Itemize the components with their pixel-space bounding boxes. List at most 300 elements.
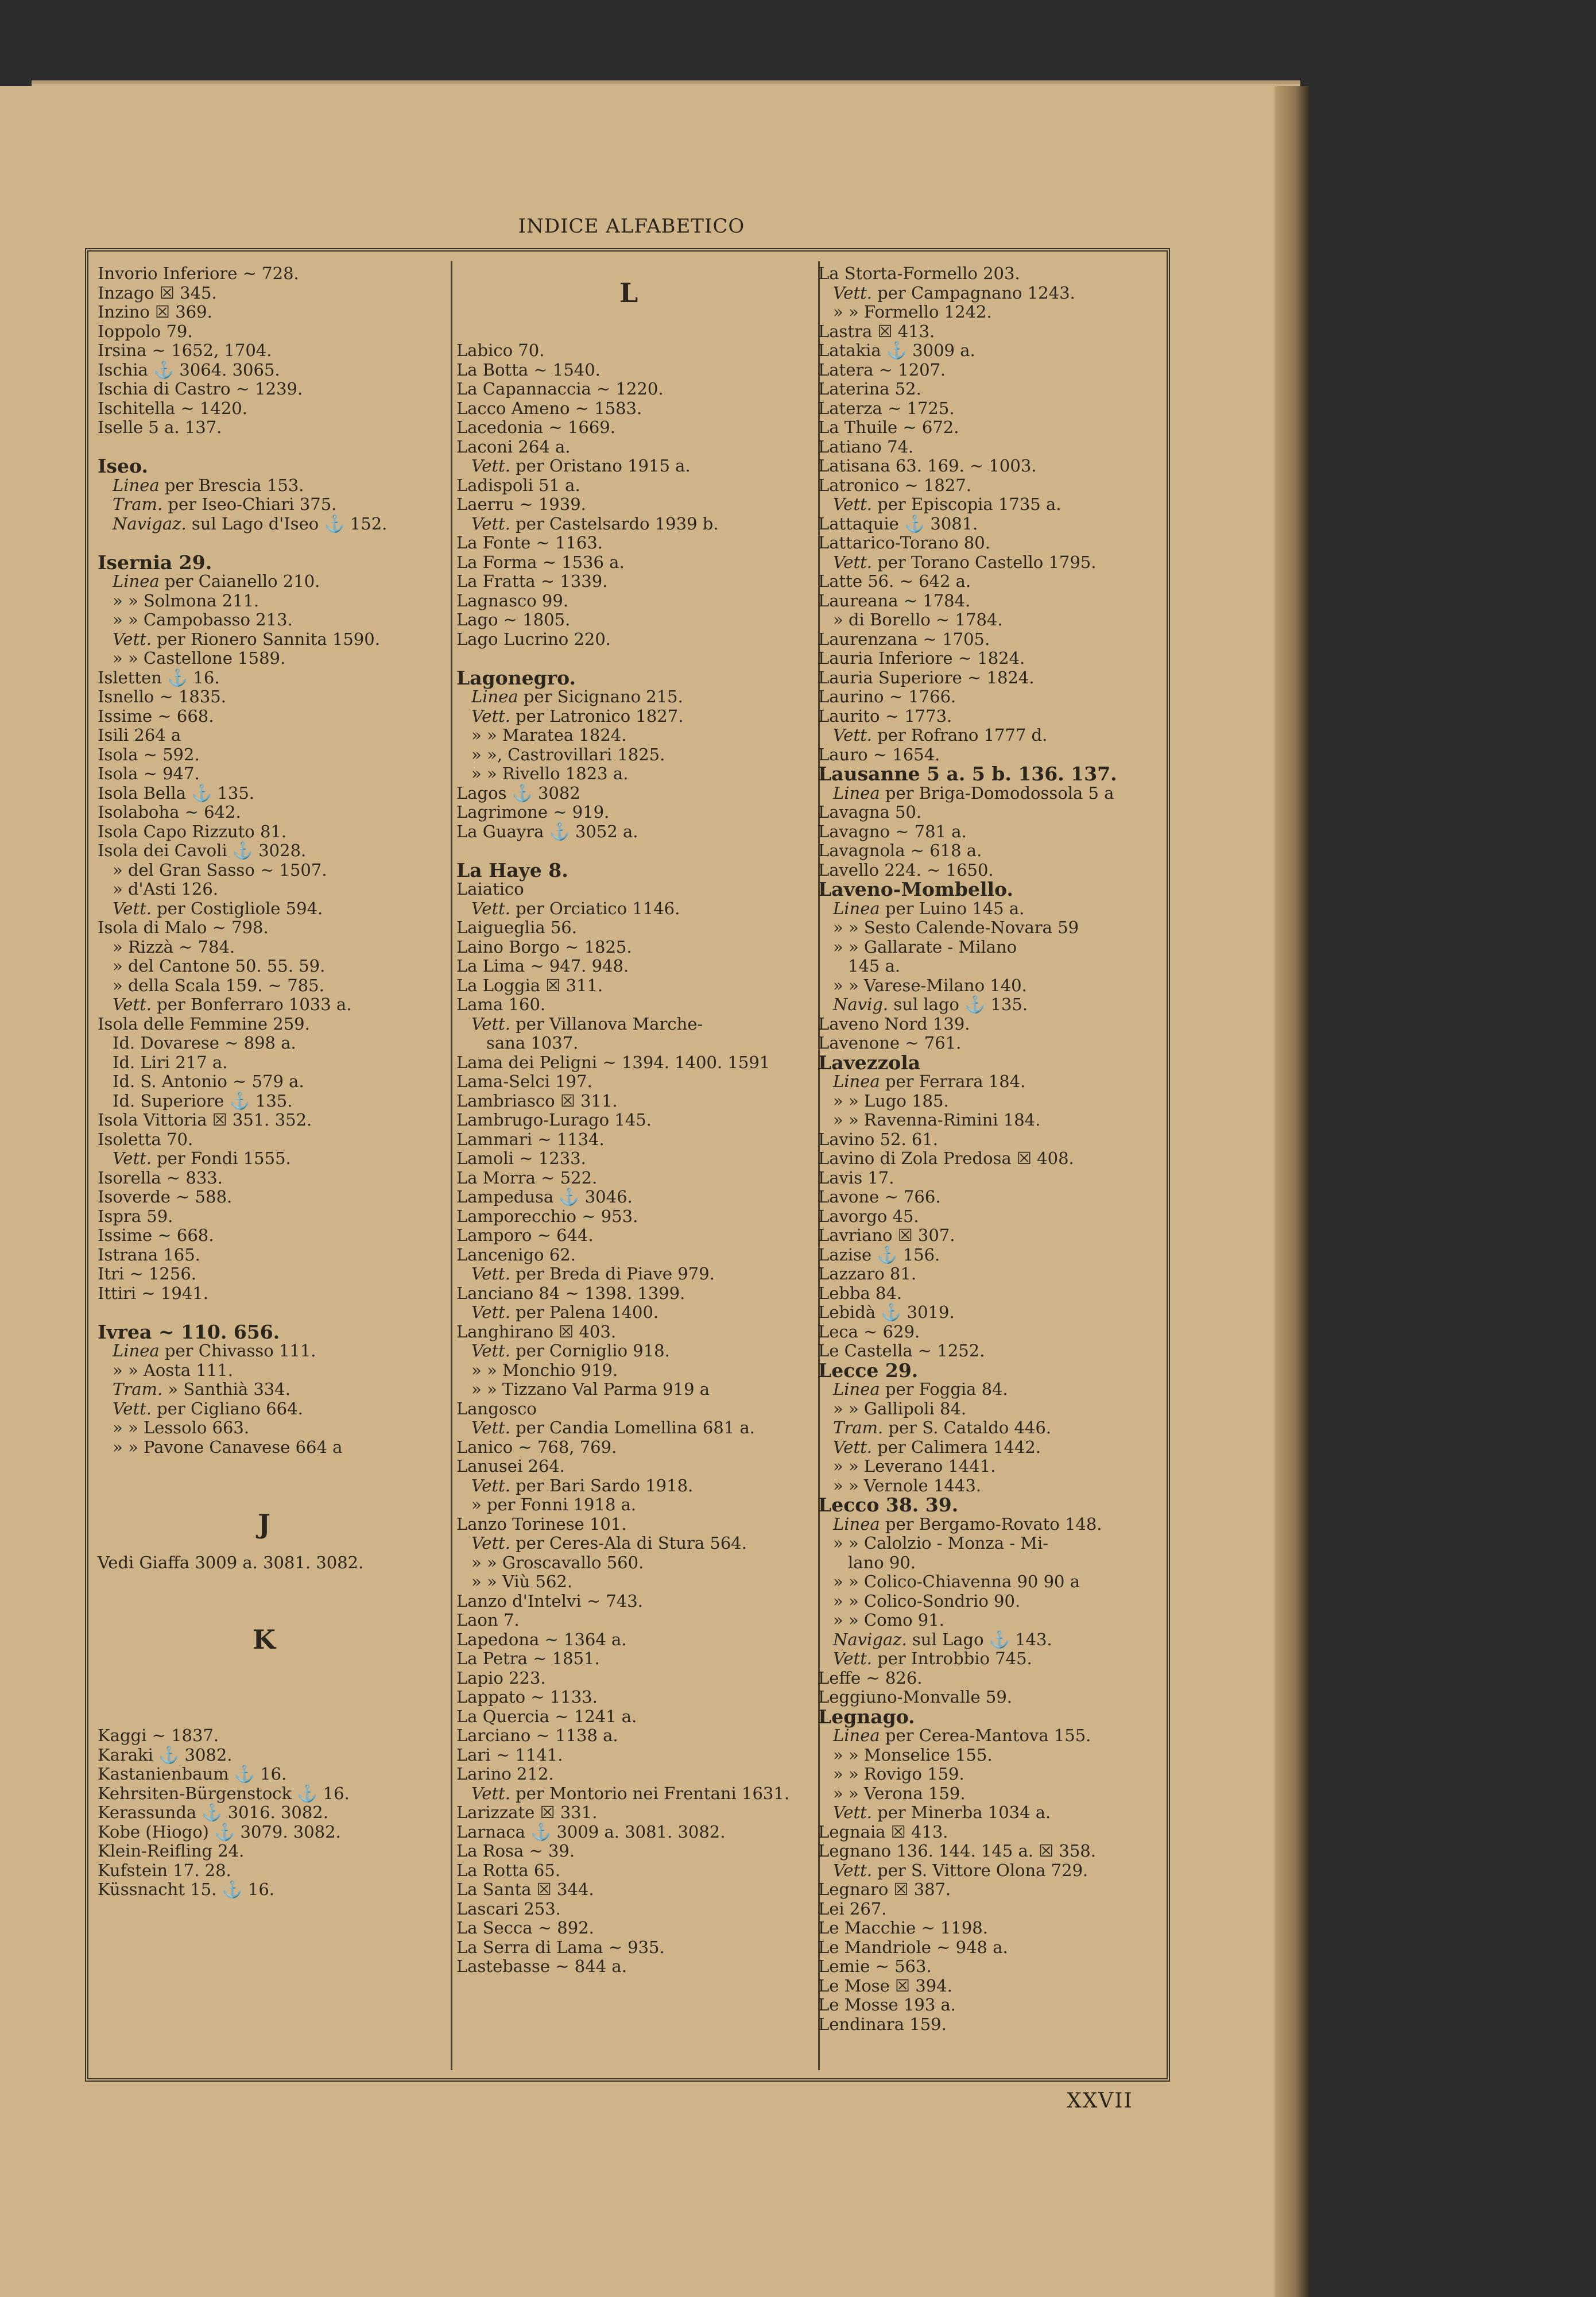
column-divider-1 — [451, 261, 452, 2070]
entry-heading: Lausanne 5 a. 5 b. 136. 137. — [818, 763, 1117, 785]
index-entry: Lazzaro 81. — [818, 1264, 917, 1283]
index-entry: Leca ~ 629. — [818, 1321, 920, 1341]
entry-subline: Linea per Ferrara 184. — [833, 1072, 1026, 1091]
entry-service-label: Linea — [113, 475, 160, 495]
entry-subline: Linea per Bergamo-Rovato 148. — [833, 1514, 1102, 1534]
entry-service-label: Vett. — [471, 1264, 510, 1283]
index-entry: Lavagna 50. — [818, 802, 922, 822]
index-entry: Lambrugo-Lurago 145. — [456, 1110, 652, 1130]
index-entry: Itri ~ 1256. — [98, 1264, 197, 1283]
page-stack-edge — [1275, 86, 1309, 2297]
entry-subline: » » Leverano 1441. — [833, 1456, 996, 1476]
index-entry: Larnaca ⚓ 3009 a. 3081. 3082. — [456, 1822, 726, 1842]
entry-service-label: Linea — [833, 783, 880, 803]
index-entry: Le Mose ☒ 394. — [818, 1975, 952, 1996]
index-entry: Isola dei Cavoli ⚓ 3028. — [98, 841, 307, 860]
index-entry: Ioppolo 79. — [98, 321, 193, 341]
entry-subline: » per Fonni 1918 a. — [471, 1495, 637, 1514]
entry-subline: » della Scala 159. ~ 785. — [113, 975, 324, 995]
index-entry: Lampedusa ⚓ 3046. — [456, 1187, 633, 1206]
entry-subline: Linea per Caianello 210. — [113, 571, 320, 591]
index-entry: La Morra ~ 522. — [456, 1167, 598, 1188]
index-entry: Isolaboha ~ 642. — [98, 802, 241, 822]
entry-subline: Vett. per Breda di Piave 979. — [471, 1264, 715, 1283]
index-entry: Lari ~ 1141. — [456, 1745, 563, 1765]
entry-subline: Vett. per Costigliole 594. — [113, 898, 323, 918]
index-entry: La Quercia ~ 1241 a. — [456, 1706, 637, 1726]
index-entry: Istrana 165. — [98, 1244, 200, 1264]
entry-subline: Vett. per Minerba 1034 a. — [833, 1803, 1051, 1822]
entry-subline: Linea per Sicignano 215. — [471, 687, 683, 706]
index-entry: Iselle 5 a. 137. — [98, 417, 222, 437]
section-letter: L — [619, 277, 638, 308]
index-entry: La Petra ~ 1851. — [456, 1649, 600, 1668]
index-entry: Lavagno ~ 781 a. — [818, 821, 967, 841]
index-entry: Le Mosse 193 a. — [818, 1995, 956, 2014]
spacer — [98, 1303, 431, 1322]
spacer — [456, 841, 801, 861]
entry-subline: Navigaz. sul Lago ⚓ 143. — [833, 1629, 1052, 1649]
index-entry: Laerru ~ 1939. — [456, 494, 586, 514]
entry-subline: » » Aosta 111. — [113, 1360, 233, 1380]
entry-subline: Navigaz. sul Lago d'Iseo ⚓ 152. — [113, 513, 388, 533]
index-entry: Lanzo d'Intelvi ~ 743. — [456, 1591, 643, 1611]
entry-subline: Vett. per Ceres-Ala di Stura 564. — [471, 1533, 747, 1553]
index-entry: Latiano 74. — [818, 436, 914, 457]
entry-heading: Legnago. — [818, 1705, 915, 1728]
index-entry: Laurito ~ 1773. — [818, 706, 952, 726]
index-entry: Laterza ~ 1725. — [818, 398, 955, 418]
index-entry: Isnello ~ 1835. — [98, 687, 226, 706]
index-entry: Kaggi ~ 1837. — [98, 1726, 219, 1745]
index-entry: La Forma ~ 1536 a. — [456, 552, 625, 572]
index-entry: Isoletta 70. — [98, 1129, 193, 1149]
entry-subline: Vett. per Bonferraro 1033 a. — [113, 995, 352, 1014]
entry-subline: » » Monchio 919. — [471, 1360, 618, 1380]
entry-service-label: Linea — [833, 1726, 880, 1745]
entry-service-label: Vett. — [833, 552, 872, 572]
index-entry: Lavino di Zola Predosa ☒ 408. — [818, 1148, 1074, 1168]
entry-service-label: Vett. — [471, 1783, 510, 1803]
index-entry: Lazise ⚓ 156. — [818, 1244, 940, 1264]
index-entry: Latte 56. ~ 642 a. — [818, 571, 971, 591]
index-entry: Lebba 84. — [818, 1283, 902, 1303]
index-entry: Langhirano ☒ 403. — [456, 1321, 617, 1341]
index-entry: Lago ~ 1805. — [456, 610, 571, 629]
entry-subline: Vett. per Candia Lomellina 681 a. — [471, 1418, 755, 1437]
entry-service-label: Vett. — [833, 1649, 872, 1668]
entry-heading: Isernia 29. — [98, 551, 212, 574]
entry-subline: » di Borello ~ 1784. — [833, 610, 1003, 629]
entry-subline: Vett. per S. Vittore Olona 729. — [833, 1860, 1088, 1880]
index-entry: Lascari 253. — [456, 1898, 561, 1919]
entry-service-label: Tram. — [113, 494, 163, 514]
index-entry: Vedi Giaffa 3009 a. 3081. 3082. — [98, 1552, 364, 1572]
index-entry: Leggiuno-Monvalle 59. — [818, 1687, 1012, 1707]
entry-subline: » » Gallipoli 84. — [833, 1398, 967, 1418]
index-entry: Lamporo ~ 644. — [456, 1225, 594, 1245]
entry-subline: 145 a. — [848, 956, 901, 976]
index-entry: Issime ~ 668. — [98, 706, 214, 726]
entry-subline: Vett. per Oristano 1915 a. — [471, 456, 691, 475]
entry-service-label: Navigaz. — [113, 513, 187, 533]
index-entry: Lavriano ☒ 307. — [818, 1225, 955, 1245]
index-entry: Ischia di Castro ~ 1239. — [98, 379, 303, 399]
index-entry: Issime ~ 668. — [98, 1225, 214, 1245]
index-entry: La Rotta 65. — [456, 1860, 560, 1880]
entry-subline: » » Maratea 1824. — [471, 725, 627, 745]
index-entry: Lastebasse ~ 844 a. — [456, 1956, 627, 1976]
entry-subline: Vett. per Cigliano 664. — [113, 1398, 303, 1418]
index-entry: Lama-Selci 197. — [456, 1072, 592, 1091]
entry-subline: » » Castellone 1589. — [113, 648, 286, 668]
index-entry: La Capannaccia ~ 1220. — [456, 379, 664, 399]
entry-subline: » » Varese-Milano 140. — [833, 975, 1027, 995]
entry-service-label: Vett. — [471, 1418, 510, 1437]
entry-subline: Vett. per Castelsardo 1939 b. — [471, 513, 719, 533]
index-entry: Lavagnola ~ 618 a. — [818, 841, 982, 860]
index-entry: La Lima ~ 947. 948. — [456, 956, 629, 976]
index-entry: Lattarico-Torano 80. — [818, 533, 990, 552]
index-entry: Legnaia ☒ 413. — [818, 1822, 948, 1842]
entry-heading: Lavezzola — [818, 1051, 921, 1074]
index-entry: Ischia ⚓ 3064. 3065. — [98, 359, 280, 380]
entry-subline: » » Pavone Canavese 664 a — [113, 1437, 343, 1457]
index-entry: Lattaquie ⚓ 3081. — [818, 513, 978, 533]
section-letter: J — [258, 1508, 270, 1540]
index-entry: Legnano 136. 144. 145 a. ☒ 358. — [818, 1841, 1096, 1861]
entry-subline: » » Colico-Chiavenna 90 90 a — [833, 1572, 1080, 1591]
index-entry: La Rosa ~ 39. — [456, 1841, 575, 1861]
index-entry: Ischitella ~ 1420. — [98, 398, 247, 418]
index-entry: Lamporecchio ~ 953. — [456, 1206, 638, 1226]
index-entry: Larciano ~ 1138 a. — [456, 1726, 618, 1745]
entry-service-label: Linea — [833, 1514, 880, 1534]
index-entry: Lemie ~ 563. — [818, 1956, 932, 1976]
entry-subline: » del Cantone 50. 55. 59. — [113, 956, 326, 976]
index-entry: Lendinara 159. — [818, 2014, 947, 2034]
index-entry: Lei 267. — [818, 1898, 887, 1919]
index-entry: Isola Vittoria ☒ 351. 352. — [98, 1110, 312, 1130]
index-entry: Ispra 59. — [98, 1206, 173, 1226]
index-entry: Latakia ⚓ 3009 a. — [818, 341, 975, 360]
index-entry: Lambriasco ☒ 311. — [456, 1091, 618, 1111]
entry-subline: » » Sesto Calende-Novara 59 — [833, 918, 1079, 937]
entry-subline: Vett. per Torano Castello 1795. — [833, 552, 1097, 572]
index-entry: Lancenigo 62. — [456, 1244, 576, 1264]
index-entry: Isletten ⚓ 16. — [98, 667, 220, 687]
index-entry: Lagrimone ~ 919. — [456, 802, 610, 822]
entry-subline: » » Vernole 1443. — [833, 1475, 982, 1495]
entry-subline: Navig. sul lago ⚓ 135. — [833, 995, 1028, 1014]
index-entry: Inzino ☒ 369. — [98, 302, 212, 322]
spacer — [98, 1572, 431, 1630]
index-entry: Le Macchie ~ 1198. — [818, 1918, 988, 1938]
index-entry: La Loggia ☒ 311. — [456, 975, 603, 995]
index-entry: La Storta-Formello 203. — [818, 264, 1020, 283]
index-entry: Lapio 223. — [456, 1668, 546, 1688]
index-entry: Laurenzana ~ 1705. — [818, 629, 990, 649]
index-entry: Karaki ⚓ 3082. — [98, 1745, 233, 1765]
index-entry: Legnaro ☒ 387. — [818, 1880, 951, 1899]
entry-subline: Vett. per Palena 1400. — [471, 1302, 659, 1322]
entry-subline: » del Gran Sasso ~ 1507. — [113, 860, 327, 880]
entry-service-label: Vett. — [833, 1860, 872, 1880]
index-entry: Lauria Superiore ~ 1824. — [818, 667, 1035, 687]
spacer — [98, 438, 431, 457]
entry-service-label: Vett. — [471, 706, 510, 726]
spacer — [456, 303, 801, 341]
index-entry: Larino 212. — [456, 1764, 554, 1784]
index-entry: Lavis 17. — [818, 1167, 894, 1188]
entry-subline: Vett. per Episcopia 1735 a. — [833, 494, 1062, 514]
index-entry: Lebidà ⚓ 3019. — [818, 1302, 955, 1322]
entry-subline: Vett. per Orciatico 1146. — [471, 898, 680, 918]
entry-service-label: Vett. — [471, 898, 510, 918]
entry-service-label: Vett. — [471, 456, 510, 475]
entry-service-label: Linea — [113, 1341, 160, 1360]
index-entry: Laconi 264 a. — [456, 436, 571, 457]
index-entry: Invorio Inferiore ~ 728. — [98, 264, 299, 283]
index-entry: Laurino ~ 1766. — [818, 687, 956, 706]
index-column-1 — [98, 264, 431, 1900]
entry-subline: » d'Asti 126. — [113, 879, 219, 899]
entry-subline: Linea per Briga-Domodossola 5 a — [833, 783, 1114, 803]
index-entry: Isola Bella ⚓ 135. — [98, 783, 255, 803]
index-entry: Isola ~ 947. — [98, 764, 200, 783]
entry-subline: Vett. per Montorio nei Frentani 1631. — [471, 1783, 790, 1803]
entry-service-label: Linea — [833, 898, 880, 918]
index-entry: Kerassunda ⚓ 3016. 3082. — [98, 1803, 328, 1822]
entry-subline: » » Ravenna-Rimini 184. — [833, 1110, 1041, 1130]
index-entry: Lagos ⚓ 3082 — [456, 783, 580, 803]
spacer — [98, 1649, 431, 1726]
index-entry: Lavorgo 45. — [818, 1206, 919, 1226]
entry-subline: » », Castrovillari 1825. — [471, 744, 665, 764]
index-entry: Lavenone ~ 761. — [818, 1033, 962, 1053]
index-entry: Lagnasco 99. — [456, 590, 568, 610]
index-entry: Laveno Nord 139. — [818, 1014, 970, 1034]
entry-subline: » » Gallarate - Milano — [833, 937, 1017, 957]
entry-service-label: Vett. — [113, 629, 152, 649]
entry-service-label: Vett. — [113, 1148, 152, 1168]
entry-service-label: Vett. — [113, 995, 152, 1014]
index-entry: La Secca ~ 892. — [456, 1918, 594, 1938]
entry-subline: sana 1037. — [486, 1033, 579, 1053]
entry-service-label: Linea — [471, 687, 518, 706]
index-entry: La Santa ☒ 344. — [456, 1880, 594, 1899]
entry-service-label: Linea — [833, 1379, 880, 1399]
index-entry: Lanico ~ 768, 769. — [456, 1437, 617, 1457]
index-entry: Lavino 52. 61. — [818, 1129, 939, 1149]
index-entry: Lanciano 84 ~ 1398. 1399. — [456, 1283, 685, 1303]
entry-service-label: Vett. — [833, 1803, 872, 1822]
entry-service-label: Vett. — [113, 1398, 152, 1418]
index-entry: Leffe ~ 826. — [818, 1668, 923, 1688]
page-number: XXVII — [1067, 2089, 1133, 2113]
entry-subline: » » Lugo 185. — [833, 1091, 949, 1111]
entry-service-label: Vett. — [471, 1302, 510, 1322]
entry-subline: Linea per Luino 145 a. — [833, 898, 1025, 918]
entry-subline: » » Campobasso 213. — [113, 610, 293, 629]
entry-subline: » » Tizzano Val Parma 919 a — [471, 1379, 710, 1399]
index-entry: Latronico ~ 1827. — [818, 475, 971, 495]
index-entry: Le Castella ~ 1252. — [818, 1341, 985, 1360]
entry-subline: Vett. per Calimera 1442. — [833, 1437, 1041, 1457]
index-entry: Laureana ~ 1784. — [818, 590, 971, 610]
index-entry: Lacco Ameno ~ 1583. — [456, 398, 642, 418]
section-letter: K — [253, 1623, 276, 1655]
entry-subline: lano 90. — [848, 1552, 916, 1572]
index-entry: Isorella ~ 833. — [98, 1167, 223, 1188]
index-entry: Lanzo Torinese 101. — [456, 1514, 627, 1534]
index-entry: La Botta ~ 1540. — [456, 359, 601, 380]
index-entry: La Fratta ~ 1339. — [456, 571, 608, 591]
entry-subline: » » Monselice 155. — [833, 1745, 993, 1765]
index-entry: Isoverde ~ 588. — [98, 1187, 233, 1206]
entry-subline: Vett. per Rofrano 1777 d. — [833, 725, 1048, 745]
index-entry: Lacedonia ~ 1669. — [456, 417, 615, 437]
entry-heading: Ivrea ~ 110. 656. — [98, 1320, 280, 1343]
index-entry: Kehrsiten-Bürgenstock ⚓ 16. — [98, 1783, 350, 1803]
entry-subline: Vett. per Villanova Marche- — [471, 1014, 703, 1034]
entry-subline: Tram. » Santhià 334. — [113, 1379, 290, 1399]
index-entry: Isola delle Femmine 259. — [98, 1014, 310, 1034]
entry-service-label: Vett. — [833, 1437, 872, 1457]
entry-service-label: Tram. — [113, 1379, 163, 1399]
entry-subline: Id. S. Antonio ~ 579 a. — [113, 1072, 304, 1091]
index-entry: Lanusei 264. — [456, 1456, 565, 1476]
spacer — [98, 533, 431, 553]
entry-subline: » » Verona 159. — [833, 1783, 966, 1803]
entry-service-label: Vett. — [471, 1014, 510, 1034]
entry-subline: Linea per Cerea-Mantova 155. — [833, 1726, 1091, 1745]
entry-service-label: Navig. — [833, 995, 889, 1014]
entry-subline: Vett. per Latronico 1827. — [471, 706, 684, 726]
entry-service-label: Vett. — [833, 725, 872, 745]
index-entry: Lavello 224. ~ 1650. — [818, 860, 994, 880]
entry-subline: Tram. per Iseo-Chiari 375. — [113, 494, 337, 514]
entry-subline: Tram. per S. Cataldo 446. — [833, 1418, 1052, 1437]
index-entry: Ittiri ~ 1941. — [98, 1283, 208, 1303]
entry-service-label: Linea — [833, 1072, 880, 1091]
entry-subline: » » Solmona 211. — [113, 590, 259, 610]
index-entry: Le Mandriole ~ 948 a. — [818, 1937, 1008, 1957]
index-entry: Kufstein 17. 28. — [98, 1860, 231, 1880]
entry-subline: Linea per Foggia 84. — [833, 1379, 1008, 1399]
entry-subline: Vett. per Campagnano 1243. — [833, 283, 1075, 303]
spacer — [456, 649, 801, 668]
index-entry: La Guayra ⚓ 3052 a. — [456, 821, 638, 841]
entry-heading: Lagonegro. — [456, 666, 576, 689]
index-entry: Isola Capo Rizzuto 81. — [98, 821, 287, 841]
index-entry: Isola ~ 592. — [98, 744, 200, 764]
entry-service-label: Vett. — [471, 513, 510, 533]
entry-subline: Vett. per Bari Sardo 1918. — [471, 1475, 694, 1495]
index-column-2 — [456, 264, 801, 1977]
index-entry: Laon 7. — [456, 1610, 520, 1630]
entry-heading: Lecco 38. 39. — [818, 1494, 959, 1516]
index-entry: Lavone ~ 766. — [818, 1187, 941, 1206]
entry-subline: Vett. per Introbbio 745. — [833, 1649, 1032, 1668]
index-entry: Kastanienbaum ⚓ 16. — [98, 1764, 287, 1784]
index-entry: Laterina 52. — [818, 379, 921, 399]
index-entry: Lapedona ~ 1364 a. — [456, 1629, 627, 1649]
entry-subline: » » Rivello 1823 a. — [471, 764, 629, 783]
entry-subline: » » Viù 562. — [471, 1572, 573, 1591]
entry-service-label: Vett. — [471, 1475, 510, 1495]
entry-heading: Lecce 29. — [818, 1359, 919, 1382]
entry-service-label: Linea — [113, 571, 160, 591]
entry-subline: » » Groscavallo 560. — [471, 1552, 644, 1572]
entry-subline: Linea per Chivasso 111. — [113, 1341, 316, 1360]
entry-service-label: Vett. — [833, 494, 872, 514]
entry-subline: » Rizzà ~ 784. — [113, 937, 235, 957]
entry-subline: » » Formello 1242. — [833, 302, 992, 322]
entry-subline: » » Como 91. — [833, 1610, 944, 1630]
entry-service-label: Vett. — [471, 1533, 510, 1553]
index-entry: Lauro ~ 1654. — [818, 744, 940, 764]
entry-subline: Id. Liri 217 a. — [113, 1052, 228, 1072]
index-entry: Isili 264 a — [98, 725, 181, 745]
entry-service-label: Navigaz. — [833, 1629, 907, 1649]
entry-subline: Vett. per Corniglio 918. — [471, 1341, 670, 1360]
page-header: INDICE ALFABETICO — [518, 215, 745, 238]
spacer — [98, 1457, 431, 1515]
entry-service-label: Vett. — [113, 898, 152, 918]
entry-heading: Laveno-Mombello. — [818, 878, 1013, 900]
index-entry: Larizzate ☒ 331. — [456, 1803, 598, 1822]
index-entry: Kobe (Hiogo) ⚓ 3079. 3082. — [98, 1822, 341, 1842]
index-entry: Laino Borgo ~ 1825. — [456, 937, 632, 957]
index-entry: Lastra ☒ 413. — [818, 321, 935, 341]
index-entry: Klein-Reifling 24. — [98, 1841, 245, 1861]
entry-service-label: Vett. — [833, 283, 872, 303]
entry-subline: » » Colico-Sondrio 90. — [833, 1591, 1021, 1611]
index-entry: Küssnacht 15. ⚓ 16. — [98, 1880, 275, 1899]
index-entry: Irsina ~ 1652, 1704. — [98, 341, 272, 360]
entry-heading: La Haye 8. — [456, 859, 568, 881]
index-entry: Lama dei Peligni ~ 1394. 1400. 1591 — [456, 1052, 770, 1072]
index-entry: Lamoli ~ 1233. — [456, 1148, 586, 1168]
index-entry: La Fonte ~ 1163. — [456, 533, 603, 552]
entry-subline: Vett. per Fondi 1555. — [113, 1148, 291, 1168]
index-entry: La Serra di Lama ~ 935. — [456, 1937, 665, 1957]
index-entry: Laiatico — [456, 879, 524, 899]
index-entry: Lago Lucrino 220. — [456, 629, 611, 649]
entry-service-label: Vett. — [471, 1341, 510, 1360]
index-entry: Isola di Malo ~ 798. — [98, 918, 269, 937]
index-entry: La Thuile ~ 672. — [818, 417, 959, 437]
entry-service-label: Tram. — [833, 1418, 884, 1437]
index-entry: Lammari ~ 1134. — [456, 1129, 605, 1149]
entry-subline: » » Lessolo 663. — [113, 1418, 250, 1437]
index-entry: Langosco — [456, 1398, 537, 1418]
index-entry: Lama 160. — [456, 995, 546, 1014]
index-entry: Ladispoli 51 a. — [456, 475, 580, 495]
index-entry: Latera ~ 1207. — [818, 359, 946, 380]
index-column-3 — [818, 264, 1157, 2034]
entry-subline: Id. Superiore ⚓ 135. — [113, 1091, 293, 1111]
index-entry: Lappato ~ 1133. — [456, 1687, 598, 1707]
entry-subline: » » Calolzio - Monza - Mi- — [833, 1533, 1049, 1553]
index-entry: Latisana 63. 169. ~ 1003. — [818, 456, 1037, 475]
index-entry: Inzago ☒ 345. — [98, 283, 217, 303]
index-entry: Laigueglia 56. — [456, 918, 577, 937]
entry-subline: Vett. per Rionero Sannita 1590. — [113, 629, 380, 649]
entry-heading: Iseo. — [98, 455, 148, 477]
index-entry: Lauria Inferiore ~ 1824. — [818, 648, 1025, 668]
